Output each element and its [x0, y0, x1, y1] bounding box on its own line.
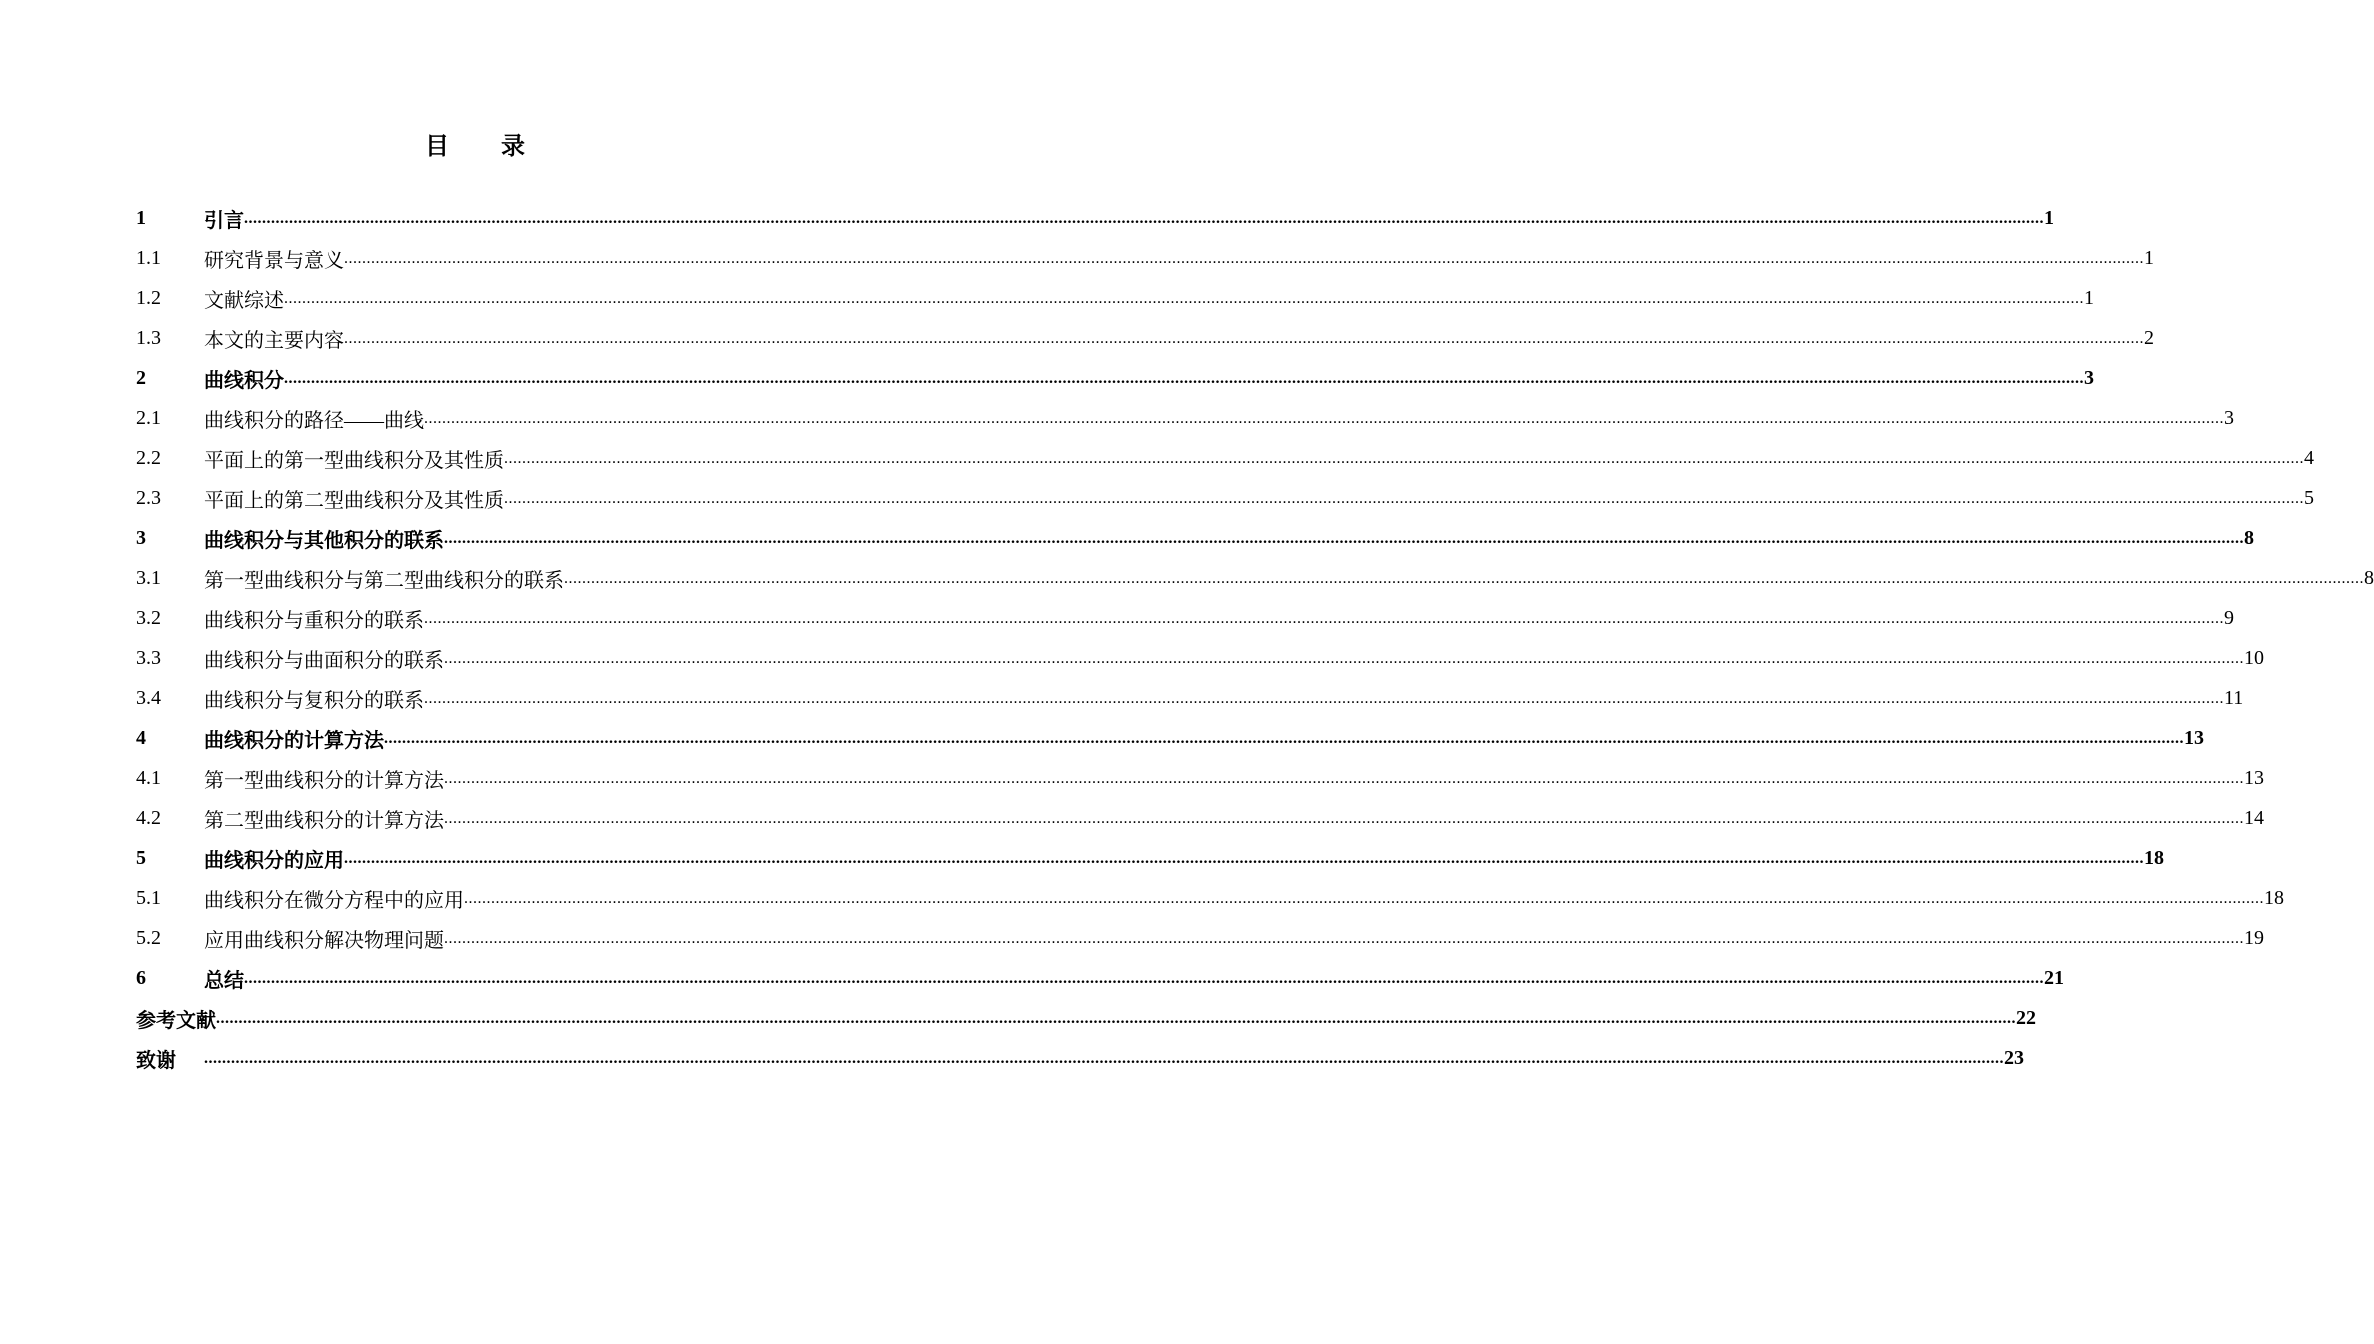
toc-dot-leader: ................................................................................................................................................................................................................................................................................................................................................................................................................: [384, 730, 2184, 747]
toc-entry-title: 引言: [204, 209, 244, 232]
toc-entry-title: 曲线积分的计算方法: [204, 729, 384, 752]
toc-entry-title: 曲线积分在微分方程中的应用: [204, 889, 464, 912]
toc-entry-page: 1: [2084, 286, 2094, 309]
toc-dot-leader: ................................................................................................................................................................................................................................................................................................................................................................................................................: [204, 1050, 2004, 1067]
toc-dot-leader: ................................................................................................................................................................................................................................................................................................................................................................................................................: [344, 250, 2144, 267]
toc-entry-number: 3.1: [136, 566, 161, 589]
toc-dot-leader: ................................................................................................................................................................................................................................................................................................................................................................................................................: [444, 650, 2244, 667]
toc-entry[interactable]: [136, 838, 2164, 878]
toc-entry[interactable]: [136, 1038, 2024, 1078]
toc-title-char-2: 录: [501, 134, 525, 160]
toc-entry[interactable]: [136, 478, 2314, 518]
toc-entry-title: 第二型曲线积分的计算方法: [204, 809, 444, 832]
toc-entry-title: 曲线积分与曲面积分的联系: [204, 649, 444, 672]
toc-entry-number: 5.2: [136, 926, 161, 949]
toc-entry-page: 18: [2144, 846, 2164, 869]
toc-entry-page: 1: [2044, 206, 2054, 229]
toc-dot-leader: ................................................................................................................................................................................................................................................................................................................................................................................................................: [424, 410, 2224, 427]
toc-entry[interactable]: [136, 878, 2284, 918]
toc-dot-leader: ................................................................................................................................................................................................................................................................................................................................................................................................................: [244, 210, 2044, 227]
toc-entry-number: 3.3: [136, 646, 161, 669]
toc-dot-leader: ................................................................................................................................................................................................................................................................................................................................................................................................................: [444, 770, 2244, 787]
toc-entry-title: 曲线积分与其他积分的联系: [204, 529, 444, 552]
toc-entry-title: 第一型曲线积分与第二型曲线积分的联系: [204, 569, 564, 592]
toc-entry-page: 18: [2264, 886, 2284, 909]
toc-entry-page: 13: [2184, 726, 2204, 749]
toc-entry-title: 曲线积分: [204, 369, 284, 392]
toc-entry-number: 1: [136, 206, 146, 229]
toc-entry[interactable]: [136, 398, 2234, 438]
toc-dot-leader: ................................................................................................................................................................................................................................................................................................................................................................................................................: [504, 490, 2304, 507]
toc-entry-page: 8: [2244, 526, 2254, 549]
toc-entry-number: 致谢: [136, 1049, 176, 1072]
toc-dot-leader: ................................................................................................................................................................................................................................................................................................................................................................................................................: [444, 810, 2244, 827]
toc-entry-title: 文献综述: [204, 289, 284, 312]
toc-dot-leader: ................................................................................................................................................................................................................................................................................................................................................................................................................: [444, 530, 2244, 547]
toc-entry-number: 2.1: [136, 406, 161, 429]
toc-dot-leader: ................................................................................................................................................................................................................................................................................................................................................................................................................: [216, 1010, 2016, 1027]
toc-entry[interactable]: [136, 238, 2154, 278]
toc-entry-page: 8: [2364, 566, 2374, 589]
toc-entry-title: 总结: [204, 969, 244, 992]
toc-entry-title: 第一型曲线积分的计算方法: [204, 769, 444, 792]
toc-entry[interactable]: [136, 358, 2094, 398]
toc-entry[interactable]: [136, 318, 2154, 358]
toc-entry-number: 4.1: [136, 766, 161, 789]
toc-dot-leader: ................................................................................................................................................................................................................................................................................................................................................................................................................: [244, 970, 2044, 987]
toc-entry-page: 11: [2224, 686, 2244, 709]
toc-dot-leader: ................................................................................................................................................................................................................................................................................................................................................................................................................: [504, 450, 2304, 467]
toc-entry[interactable]: [136, 638, 2264, 678]
toc-entry[interactable]: [136, 598, 2234, 638]
toc-entry-title: 曲线积分的路径——曲线: [204, 409, 424, 432]
toc-entry[interactable]: [136, 958, 2064, 998]
toc-entry-number: 3.4: [136, 686, 161, 709]
toc-entry-title: 本文的主要内容: [204, 329, 344, 352]
toc-entry-title: 参考文献: [136, 1009, 216, 1032]
toc-dot-leader: ................................................................................................................................................................................................................................................................................................................................................................................................................: [284, 370, 2084, 387]
toc-dot-leader: ................................................................................................................................................................................................................................................................................................................................................................................................................: [344, 850, 2144, 867]
toc-entry-page: 23: [2004, 1046, 2024, 1069]
toc-entry[interactable]: [136, 438, 2314, 478]
toc-entry[interactable]: [136, 198, 2054, 238]
toc-dot-leader: ................................................................................................................................................................................................................................................................................................................................................................................................................: [424, 690, 2224, 707]
toc-entry-number: 4.2: [136, 806, 161, 829]
toc-entry-page: 9: [2224, 606, 2234, 629]
toc-dot-leader: ................................................................................................................................................................................................................................................................................................................................................................................................................: [284, 290, 2084, 307]
toc-entry-number: 5: [136, 846, 146, 869]
toc-title: [0, 126, 950, 161]
toc-entry[interactable]: [136, 998, 2036, 1038]
table-of-contents: [136, 198, 2374, 1078]
toc-entry-number: 1.2: [136, 286, 161, 309]
toc-dot-leader: ................................................................................................................................................................................................................................................................................................................................................................................................................: [464, 890, 2264, 907]
toc-entry-page: 3: [2084, 366, 2094, 389]
toc-entry-page: 22: [2016, 1006, 2036, 1029]
toc-entry-number: 2: [136, 366, 146, 389]
toc-entry-number: 6: [136, 966, 146, 989]
toc-entry-page: 5: [2304, 486, 2314, 509]
toc-entry-title: 曲线积分与重积分的联系: [204, 609, 424, 632]
toc-entry-number: 1.1: [136, 246, 161, 269]
toc-entry-page: 1: [2144, 246, 2154, 269]
toc-entry-page: 14: [2244, 806, 2264, 829]
toc-entry-title: 平面上的第二型曲线积分及其性质: [204, 489, 504, 512]
toc-dot-leader: ................................................................................................................................................................................................................................................................................................................................................................................................................: [444, 930, 2244, 947]
toc-title-char-1: 目: [425, 134, 449, 160]
toc-entry-number: 3.2: [136, 606, 161, 629]
toc-entry-title: 研究背景与意义: [204, 249, 344, 272]
toc-entry[interactable]: [136, 918, 2264, 958]
toc-entry-page: 19: [2244, 926, 2264, 949]
toc-entry[interactable]: [136, 678, 2244, 718]
toc-entry-page: 4: [2304, 446, 2314, 469]
toc-entry-number: 5.1: [136, 886, 161, 909]
toc-entry-number: 2.3: [136, 486, 161, 509]
toc-dot-leader: ................................................................................................................................................................................................................................................................................................................................................................................................................: [344, 330, 2144, 347]
toc-dot-leader: ................................................................................................................................................................................................................................................................................................................................................................................................................: [424, 610, 2224, 627]
toc-entry-number: 3: [136, 526, 146, 549]
toc-entry-title: 平面上的第一型曲线积分及其性质: [204, 449, 504, 472]
toc-entry-title: 应用曲线积分解决物理问题: [204, 929, 444, 952]
toc-entry-page: 3: [2224, 406, 2234, 429]
toc-entry-page: 21: [2044, 966, 2064, 989]
toc-entry-page: 2: [2144, 326, 2154, 349]
toc-entry-number: 4: [136, 726, 146, 749]
toc-entry[interactable]: [136, 758, 2264, 798]
toc-entry[interactable]: [136, 558, 2374, 598]
toc-entry-number: 1.3: [136, 326, 161, 349]
toc-entry-page: 13: [2244, 766, 2264, 789]
toc-entry[interactable]: [136, 518, 2254, 558]
toc-dot-leader: ................................................................................................................................................................................................................................................................................................................................................................................................................: [564, 570, 2364, 587]
toc-entry-page: 10: [2244, 646, 2264, 669]
toc-entry[interactable]: [136, 798, 2264, 838]
toc-entry-title: 曲线积分与复积分的联系: [204, 689, 424, 712]
toc-entry-title: 曲线积分的应用: [204, 849, 344, 872]
toc-entry[interactable]: [136, 718, 2204, 758]
toc-entry-number: 2.2: [136, 446, 161, 469]
toc-entry[interactable]: [136, 278, 2094, 318]
